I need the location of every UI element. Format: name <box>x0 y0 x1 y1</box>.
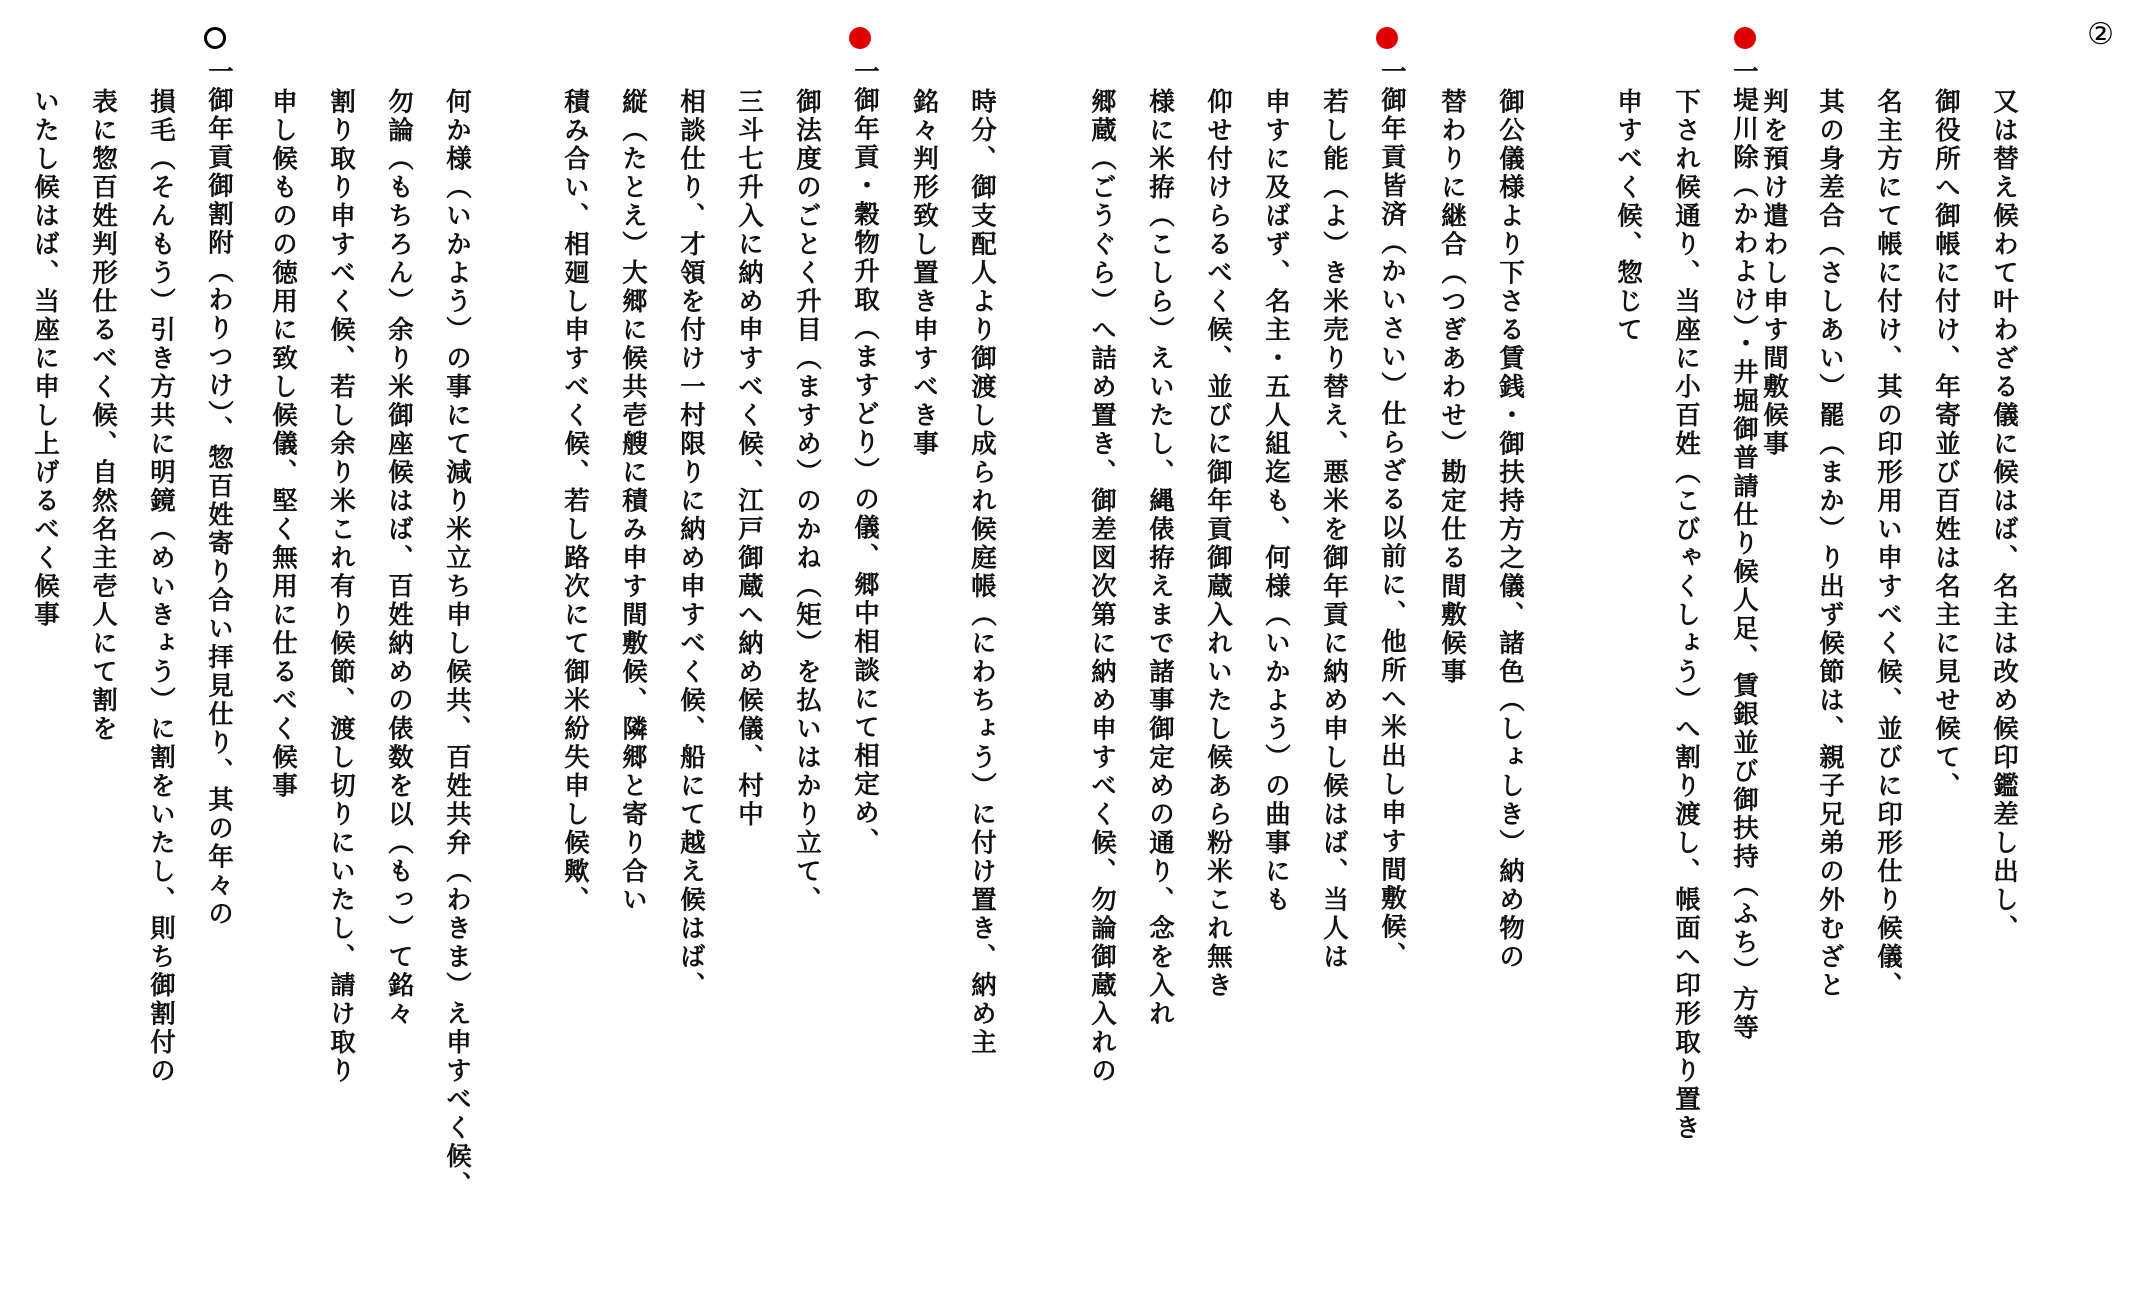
text-column: 申すべく候、惣じて <box>1613 88 1643 345</box>
page-number: ② <box>2087 17 2114 52</box>
text-column: 其の身差合（さしあい）罷（まか）り出ず候節は、親子兄弟の外むざと <box>1815 88 1845 1000</box>
text-column: 表に惣百姓判形仕るべく候、自然名主壱人にて割を <box>88 88 118 744</box>
text-column: 何か様（いかよう）の事にて減り米立ち申し候共、百姓共弁（わきま）え申すべく候、 <box>442 88 472 1200</box>
text-column: 三斗七升入に納め申すべく候、江戸御蔵へ納め候儀、村中 <box>734 88 764 829</box>
hollow-circle-icon <box>204 27 226 49</box>
text-column: 割り取り申すべく候、若し余り米これ有り候節、渡し切りにいたし、請け取り <box>326 88 356 1086</box>
text-column: 銘々判形致し置き申すべき事 <box>909 88 939 459</box>
text-column: 相談仕り、才領を付け一村限りに納め申すべく候、船にて越え候はば、 <box>676 88 706 1000</box>
text-column: 仰せ付けらるべく候、並びに御年貢御蔵入れいたし候あら粉米これ無き <box>1203 88 1233 1000</box>
text-column: 申し候ものの徳用に致し候儀、堅く無用に仕るべく候事 <box>268 88 298 801</box>
text-column: 若し能（よ）き米売り替え、悪米を御年貢に納め申し候はば、当人は <box>1319 88 1349 972</box>
text-column: 御公儀様より下さる賃銭・御扶持方之儀、諸色（しょしき）納め物の <box>1495 88 1525 972</box>
text-column: いたし候はば、当座に申し上げるべく候事 <box>30 88 60 630</box>
text-column: 御役所へ御帳に付け、年寄並び百姓は名主に見せ候て、 <box>1931 88 1961 801</box>
red-dot-icon <box>1376 27 1398 49</box>
text-column: 名主方にて帳に付け、其の印形用い申すべく候、並びに印形仕り候儀、 <box>1873 88 1903 1000</box>
text-column-item-start: 一堤川除（かわよけ）・井堀御普請仕り候人足、賃銀並び御扶持（ふち）方等 <box>1729 58 1759 1043</box>
text-column: 勿論（もちろん）余り米御座候はば、百姓納めの俵数を以（もっ）て銘々 <box>384 88 414 1029</box>
text-column: 積み合い、相廻し申すべく候、若し路次にて御米紛失申し候歟、 <box>560 88 590 915</box>
text-column: 申すに及ばず、名主・五人組迄も、何様（いかよう）の曲事にも <box>1261 88 1291 915</box>
text-column: 又は替え候わて叶わざる儀に候はば、名主は改め候印鑑差し出し、 <box>1989 88 2019 943</box>
text-column: 時分、御支配人より御渡し成られ候庭帳（にわちょう）に付け置き、納め主 <box>967 88 997 1057</box>
text-column-item-start: 一御年貢皆済（かいさい）仕らざる以前に、他所へ米出し申す間敷候、 <box>1377 58 1407 970</box>
text-column: 縦（たとえ）大郷に候共壱艘に積み申す間敷候、隣郷と寄り合い <box>618 88 648 915</box>
text-column-item-start: 一御年貢・穀物升取（ますどり）の儀、郷中相談にて相定め、 <box>850 58 880 856</box>
text-column: 郷蔵（ごうぐら）へ詰め置き、御差図次第に納め申すべく候、勿論御蔵入れの <box>1087 88 1117 1086</box>
text-column: 判を預け遣わし申す間敷候事 <box>1759 88 1789 459</box>
text-column: 様に米拵（こしら）えいたし、縄俵拵えまで諸事御定めの通り、念を入れ <box>1145 88 1175 1029</box>
text-column-item-start: 一御年貢御割附（わりつけ）、惣百姓寄り合い拝見仕り、其の年々の <box>204 58 234 929</box>
text-column: 替わりに継合（つぎあわせ）勘定仕る間敷候事 <box>1437 88 1467 687</box>
text-column: 下され候通り、当座に小百姓（こびゃくしょう）へ割り渡し、帳面へ印形取り置き <box>1671 88 1701 1143</box>
text-column: 損毛（そんもう）引き方共に明鏡（めいきょう）に割をいたし、則ち御割付の <box>146 88 176 1086</box>
text-column: 御法度のごとく升目（ますめ）のかね（矩）を払いはかり立て、 <box>792 88 822 915</box>
red-dot-icon <box>1734 27 1756 49</box>
red-dot-icon <box>849 27 871 49</box>
